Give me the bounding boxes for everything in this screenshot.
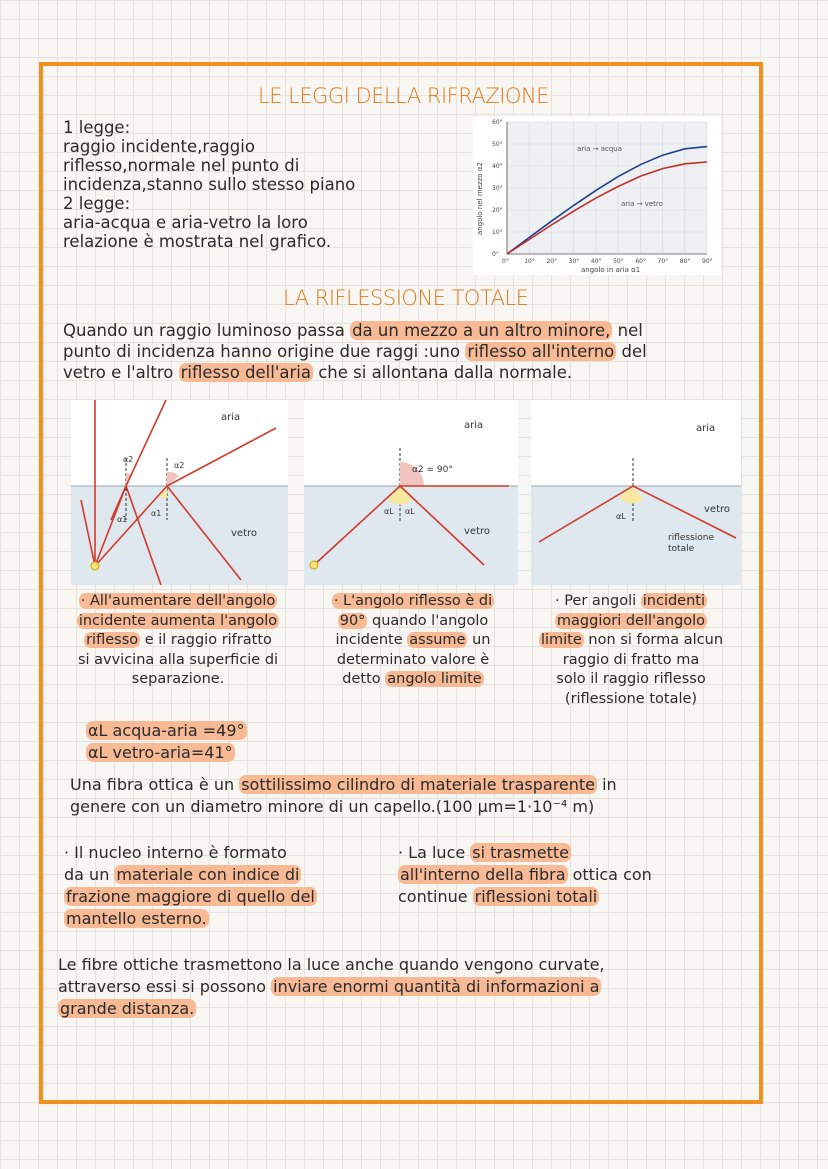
- chart-y-tick: 20°: [492, 207, 503, 214]
- chart-y-tick: 60°: [492, 119, 503, 126]
- diagram3-total-label-1: riflessione: [668, 533, 715, 543]
- light-highlight: riflessioni totali: [474, 887, 598, 906]
- col3-text: non si forma alcun: [583, 632, 724, 648]
- chart-y-ticks: [492, 119, 503, 258]
- refraction-chart: [473, 117, 721, 275]
- col3-line: (riflessione totale): [564, 690, 698, 707]
- col3-highlight: incidenti: [642, 593, 705, 609]
- col3-line: solo il raggio riflesso: [556, 671, 706, 687]
- col3-line: raggio di fratto ma: [562, 651, 700, 668]
- col2-text: detto: [342, 671, 386, 687]
- diagram3-glass-label: vetro: [704, 504, 731, 515]
- angle-glass: αL vetro-aria=41°: [88, 743, 233, 762]
- chart-x-tick: 70°: [657, 258, 669, 265]
- fiber-text: in: [597, 775, 617, 794]
- laws-text: [63, 118, 463, 251]
- col2-text: un: [467, 632, 491, 648]
- caption-col3: [520, 592, 742, 709]
- law1-line1: raggio incidente,raggio: [63, 137, 255, 156]
- chart-y-tick: 30°: [492, 185, 503, 192]
- intro-text: punto di incidenza hanno origine due raggi :uno: [63, 342, 466, 361]
- diagram1-alpha1-right: α1: [151, 509, 162, 518]
- col1-line: · All'aumentare dell'angolo: [80, 593, 276, 609]
- caption-col2: [313, 592, 513, 690]
- col2-text: incidente: [335, 632, 408, 648]
- final-paragraph: [58, 954, 748, 1020]
- fiber-paragraph: [70, 774, 740, 818]
- diagram2-air-label: aria: [464, 420, 484, 431]
- nucleus-text: da un: [64, 865, 115, 884]
- diagram3-alphaL: αL: [616, 512, 626, 521]
- law1-line3: incidenza,stanno sullo stesso piano: [63, 175, 356, 194]
- col2-highlight: assume: [409, 632, 466, 648]
- intro-highlight: da un mezzo a un altro minore,: [352, 321, 611, 340]
- angle-water: αL acqua-aria =49°: [88, 721, 245, 740]
- nucleus-highlight: materiale con indice di: [116, 865, 300, 884]
- col1-line: si avvicina alla superficie di: [77, 651, 279, 668]
- diagram2-alpha2-90: α2 = 90°: [412, 465, 453, 475]
- light-text: ottica con: [567, 865, 652, 884]
- diagram1-alpha2-right: α2: [174, 461, 185, 470]
- diagram1-alpha2-left: α2: [123, 455, 134, 464]
- diagram-refraction: [71, 400, 288, 585]
- chart-y-tick: 50°: [492, 141, 503, 148]
- chart-x-tick: 40°: [590, 258, 602, 265]
- light-highlight: all'interno della fibra: [400, 865, 566, 884]
- law2-head: 2 legge:: [63, 194, 131, 213]
- light-text: · La luce: [398, 843, 471, 862]
- col3-text: · Per angoli: [554, 593, 641, 609]
- law1-head: 1 legge:: [63, 118, 131, 137]
- diagram-total-reflection: [531, 400, 741, 585]
- diagram3-total-label-2: totale: [668, 544, 695, 554]
- chart-y-tick: 0°: [492, 251, 499, 258]
- nucleus-highlight: mantello esterno.: [66, 909, 207, 928]
- chart-x-tick: 90°: [702, 258, 713, 265]
- intro-highlight: riflesso all'interno: [467, 342, 615, 361]
- legend-glass: aria → vetro: [621, 200, 663, 208]
- diagram3-air-label: aria: [696, 423, 716, 434]
- law2-line2: relazione è mostrata nel grafico.: [63, 232, 332, 251]
- title-total-reflection: LA RIFLESSIONE TOTALE: [283, 286, 529, 310]
- col2-text: quando l'angolo: [367, 612, 489, 629]
- chart-x-tick: 10°: [524, 258, 535, 265]
- chart-x-tick: 60°: [635, 258, 646, 265]
- light-paragraph: [398, 842, 738, 908]
- intro-text: nel: [612, 321, 643, 340]
- intro-text: Quando un raggio luminoso passa: [63, 321, 351, 340]
- diagram1-alpha1-left: α1: [117, 515, 128, 524]
- chart-x-tick: 80°: [679, 258, 691, 265]
- chart-x-tick: 0°: [502, 258, 509, 265]
- col1-highlight: riflesso: [86, 632, 139, 648]
- chart-xlabel: angolo in aria α1: [581, 266, 641, 274]
- intro-highlight: riflesso dell'aria: [180, 363, 311, 382]
- law1-line2: riflesso,normale nel punto di: [63, 156, 300, 175]
- col1-text: e il raggio rifratto: [140, 632, 272, 648]
- intro-text: vetro e l'altro: [63, 363, 179, 382]
- diagram2-alphaL-right: αL: [405, 507, 415, 516]
- law2-line1: aria-acqua e aria-vetro la loro: [63, 213, 308, 232]
- final-highlight: grande distanza.: [60, 999, 195, 1018]
- fiber-highlight: sottilissimo cilindro di materiale trasparente: [241, 775, 596, 794]
- final-text: Le fibre ottiche trasmettono la luce anche quando vengono curvate,: [58, 955, 605, 974]
- title-refraction: LE LEGGI DELLA RIFRAZIONE: [258, 84, 549, 108]
- col1-line: separazione.: [131, 671, 225, 687]
- nucleus-highlight: frazione maggiore di quello del: [66, 887, 315, 906]
- chart-x-tick: 50°: [613, 258, 624, 265]
- caption-col1: [58, 592, 298, 690]
- light-highlight: si trasmette: [472, 843, 569, 862]
- final-highlight: inviare enormi quantità di informazioni a: [273, 977, 600, 996]
- intro-text: del: [616, 342, 647, 361]
- critical-angles: [86, 720, 247, 764]
- fiber-text: Una fibra ottica è un: [70, 775, 240, 794]
- intro-paragraph: [63, 320, 753, 383]
- nucleus-text: · Il nucleo interno è formato: [64, 843, 287, 862]
- diagram1-air-label: aria: [221, 412, 241, 423]
- chart-ylabel: angolo nel mezzo α2: [476, 162, 484, 235]
- col1-line: incidente aumenta l'angolo: [78, 612, 278, 629]
- chart-x-tick: 30°: [568, 258, 580, 265]
- fiber-text: genere con un diametro minore di un capello.(100 μm=1·10⁻⁴ m): [70, 797, 595, 816]
- chart-x-tick: 20°: [546, 258, 558, 265]
- diagram1-glass-label: vetro: [231, 528, 258, 539]
- col2-line: · L'angolo riflesso è di: [333, 593, 493, 609]
- legend-water: aria → acqua: [577, 145, 623, 153]
- diagram2-glass-label: vetro: [464, 526, 491, 537]
- col2-highlight: angolo limite: [387, 671, 482, 687]
- col2-highlight: 90°: [339, 612, 366, 629]
- col3-line: maggiori dell'angolo: [556, 612, 706, 629]
- nucleus-paragraph: [64, 842, 384, 930]
- col2-line: determinato valore è: [336, 651, 490, 668]
- col3-highlight: limite: [540, 632, 582, 648]
- final-text: attraverso essi si possono: [58, 977, 272, 996]
- chart-y-tick: 10°: [492, 229, 503, 236]
- diagram-critical-angle: [304, 400, 518, 585]
- chart-x-ticks: [502, 258, 713, 265]
- diagram2-alphaL-left: αL: [384, 507, 394, 516]
- light-text: continue: [398, 887, 473, 906]
- chart-y-tick: 40°: [492, 163, 503, 170]
- intro-text: che si allontana dalla normale.: [312, 363, 573, 382]
